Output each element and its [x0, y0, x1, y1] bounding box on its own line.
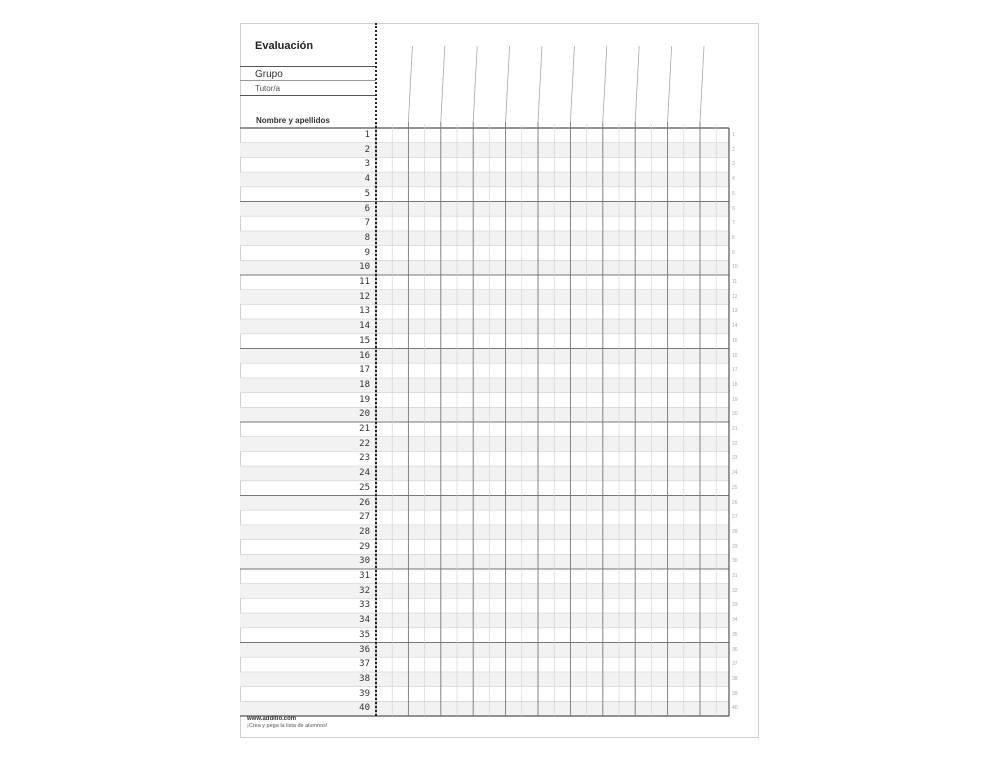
row-number-right: 14	[732, 323, 738, 330]
row-number-right: 21	[732, 426, 738, 432]
header-slant	[441, 46, 445, 122]
row-number: 23	[359, 453, 370, 464]
row-number-right: 10	[732, 264, 738, 271]
row-number-right: 19	[732, 396, 738, 403]
row-number-right: 20	[732, 411, 738, 418]
row-number: 30	[359, 556, 370, 567]
row-number: 34	[359, 615, 370, 626]
row-number-right: 36	[732, 646, 738, 653]
row-number: 5	[364, 188, 370, 199]
row-band	[240, 643, 729, 658]
row-bands	[240, 143, 729, 716]
row-number: 7	[364, 218, 370, 229]
row-number-right: 35	[732, 631, 738, 638]
row-band	[240, 349, 729, 364]
row-number: 17	[359, 365, 370, 376]
row-number-right: 30	[732, 558, 738, 565]
row-number-right: 31	[732, 573, 738, 579]
header-slant	[603, 46, 607, 122]
row-band	[240, 407, 729, 422]
header-slant	[538, 46, 542, 122]
footer-note: ¡Crea y pega la lista de alumnos!	[247, 723, 328, 729]
row-number-right: 28	[732, 528, 738, 535]
group-label[interactable]: Grupo	[255, 69, 283, 80]
row-band	[240, 172, 729, 187]
row-number: 4	[364, 174, 370, 185]
row-number-right: 8	[732, 234, 735, 241]
row-number-right: 26	[732, 499, 738, 506]
row-number-right: 18	[732, 381, 738, 388]
row-number-right: 23	[732, 455, 738, 462]
row-number: 29	[359, 541, 370, 552]
row-band	[240, 290, 729, 305]
row-number: 9	[364, 247, 370, 258]
row-number: 31	[359, 571, 370, 581]
row-band	[240, 260, 729, 275]
row-band	[240, 437, 729, 452]
row-number: 13	[359, 306, 370, 317]
row-band	[240, 319, 729, 334]
row-number: 37	[359, 659, 370, 670]
row-number: 18	[359, 379, 370, 390]
row-number-right: 40	[732, 705, 738, 712]
row-number: 21	[359, 424, 370, 434]
row-number: 22	[359, 438, 370, 449]
row-number: 12	[359, 291, 370, 302]
row-band	[240, 672, 729, 687]
row-number: 32	[359, 585, 370, 596]
row-number-right: 5	[732, 190, 735, 197]
row-number: 38	[359, 673, 370, 684]
row-number: 39	[359, 688, 370, 699]
row-number-right: 39	[732, 690, 738, 697]
row-number-right: 3	[732, 161, 735, 168]
row-number-right: 2	[732, 146, 735, 153]
row-number: 24	[359, 468, 370, 479]
row-number-right: 9	[732, 249, 735, 256]
row-band	[240, 202, 729, 217]
row-number-right: 13	[732, 308, 738, 315]
row-band	[240, 701, 729, 716]
row-number: 2	[364, 144, 370, 155]
row-number-right: 16	[732, 352, 738, 359]
row-number: 20	[359, 409, 370, 420]
row-number-right: 6	[732, 205, 735, 212]
row-number: 25	[359, 482, 370, 493]
row-number-right: 25	[732, 484, 738, 491]
row-number-right: 27	[732, 514, 738, 521]
row-band	[240, 584, 729, 599]
cut-line	[375, 23, 377, 716]
row-number: 3	[364, 159, 370, 170]
row-band	[240, 466, 729, 481]
row-number: 1	[364, 130, 370, 140]
row-number-right: 33	[732, 602, 738, 609]
row-number: 8	[364, 232, 370, 243]
row-number: 35	[359, 629, 370, 640]
row-number-right: 29	[732, 543, 738, 550]
tutor-label[interactable]: Tutor/a	[255, 84, 281, 93]
row-number-right: 12	[732, 293, 738, 300]
row-number-right: 17	[732, 367, 738, 374]
row-number: 19	[359, 394, 370, 405]
header-slant	[570, 46, 574, 122]
row-number: 28	[359, 526, 370, 537]
header-slant	[506, 46, 510, 122]
row-number: 40	[359, 703, 370, 714]
row-band	[240, 554, 729, 569]
row-number: 15	[359, 335, 370, 346]
row-band	[240, 231, 729, 246]
row-band	[240, 378, 729, 393]
row-number-right: 32	[732, 587, 738, 594]
row-band	[240, 143, 729, 158]
row-number-right: 38	[732, 675, 738, 682]
row-number-right: 11	[732, 279, 738, 285]
column-header-slants	[408, 46, 704, 122]
header-slant	[408, 46, 412, 122]
header-slant	[668, 46, 672, 122]
row-number-right: 37	[732, 661, 738, 668]
row-number: 33	[359, 600, 370, 611]
header-slant	[635, 46, 639, 122]
row-number-right: 22	[732, 440, 738, 447]
row-number-right: 15	[732, 337, 738, 344]
row-number: 36	[359, 644, 370, 655]
header-slant	[473, 46, 477, 122]
row-number: 26	[359, 497, 370, 508]
row-band	[240, 525, 729, 540]
row-number: 6	[364, 203, 370, 214]
row-number: 27	[359, 512, 370, 523]
row-band	[240, 496, 729, 511]
row-number: 10	[359, 262, 370, 273]
row-number: 14	[359, 321, 370, 332]
row-number: 11	[359, 277, 370, 287]
row-number-right: 34	[732, 617, 738, 624]
row-number-right: 24	[732, 470, 738, 477]
footer-url[interactable]: www.additio.com	[247, 716, 297, 722]
header-slant	[700, 46, 704, 122]
sheet-title: Evaluación	[255, 40, 314, 52]
row-band	[240, 613, 729, 628]
row-number: 16	[359, 350, 370, 361]
row-number-right: 1	[732, 132, 735, 138]
name-column-header: Nombre y apellidos	[256, 116, 330, 125]
row-number-right: 7	[732, 220, 735, 227]
row-number-right: 4	[732, 176, 735, 183]
